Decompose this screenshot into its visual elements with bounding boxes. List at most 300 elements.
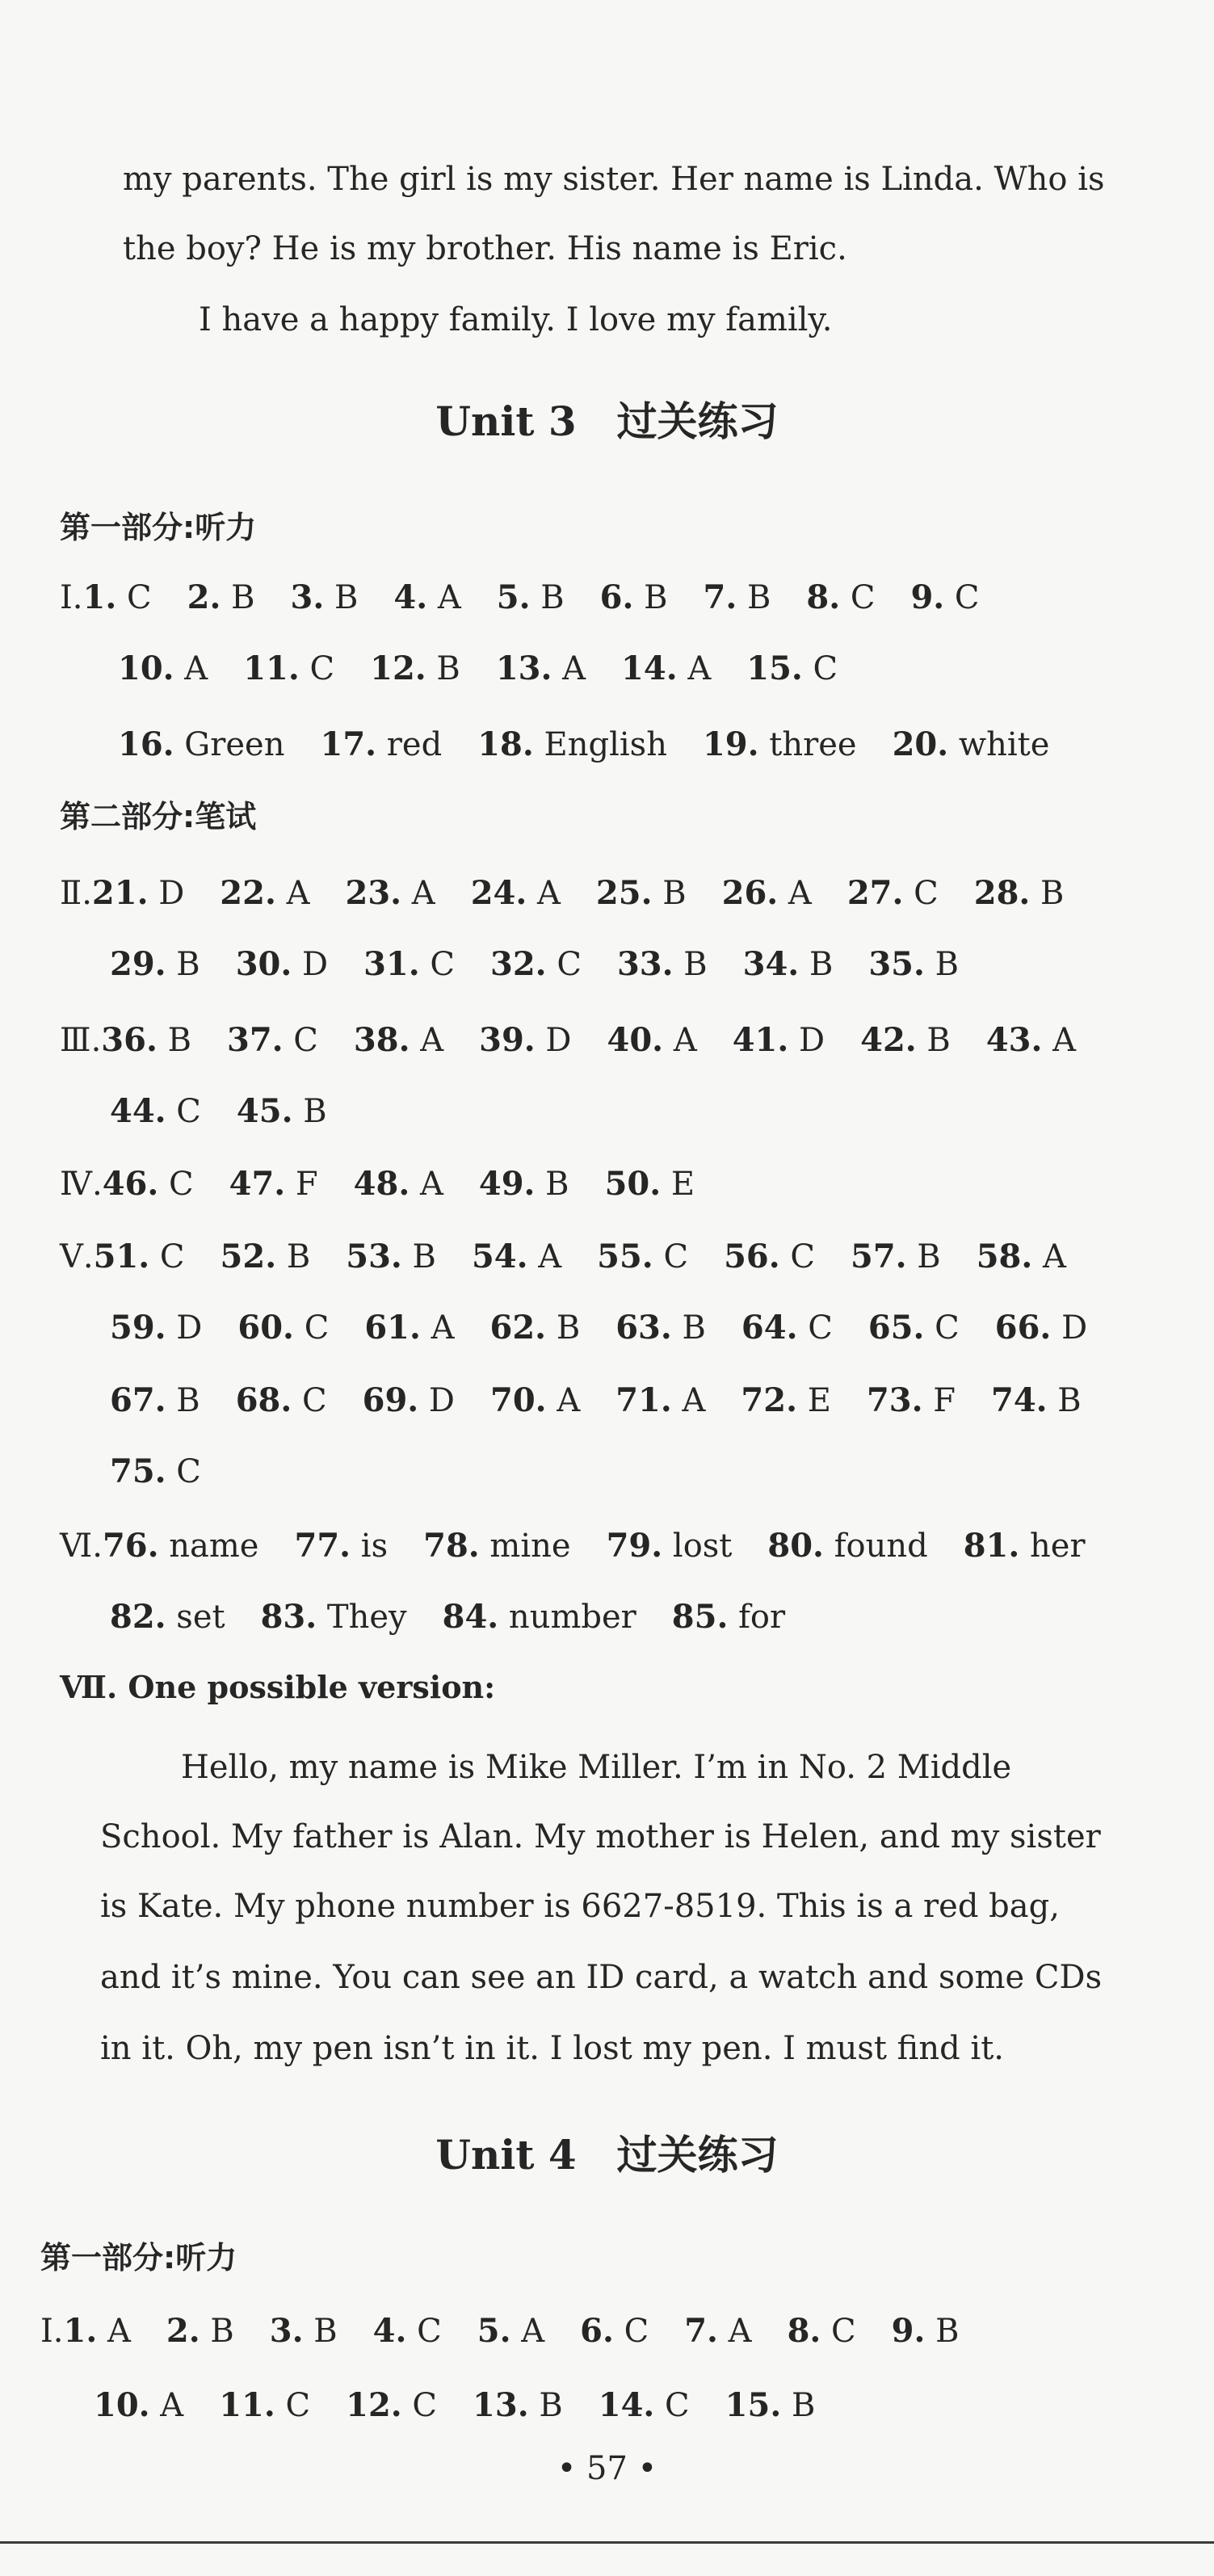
answer-value: E	[797, 1382, 831, 1419]
answer-item	[964, 1528, 1086, 1565]
answer-value: C	[924, 1309, 960, 1347]
answer-value: C	[299, 650, 335, 687]
answer-item	[364, 1309, 454, 1347]
question-number: 78.	[423, 1527, 480, 1565]
question-number: 48.	[353, 1165, 410, 1203]
answer-value: D	[292, 946, 329, 983]
answer-item	[110, 1453, 201, 1490]
answer-value: A	[1042, 1022, 1077, 1059]
question-number: 50.	[604, 1165, 662, 1203]
question-number: 32.	[490, 945, 547, 983]
question-number: 31.	[363, 945, 420, 983]
unit3-part2-label: 第二部分:笔试	[60, 799, 257, 834]
answer-item	[788, 2313, 856, 2350]
question-number: 4.	[372, 2312, 407, 2350]
question-number: 40.	[607, 1021, 664, 1059]
answer-item	[118, 726, 285, 763]
answer-item	[893, 726, 1050, 763]
answer-item	[229, 1166, 318, 1203]
answer-item	[600, 579, 668, 616]
answer-item	[743, 946, 834, 983]
answer-item	[725, 2387, 816, 2424]
question-number: 71.	[615, 1381, 672, 1419]
question-number: 8.	[806, 578, 841, 616]
page-number: • 57 •	[557, 2450, 657, 2487]
answer-item	[703, 579, 771, 616]
answer-item	[363, 946, 455, 983]
unit4-part1-label: 第一部分:听力	[40, 2240, 237, 2276]
answer-value: B	[157, 1022, 191, 1059]
answer-row	[60, 1236, 1102, 1278]
answer-value: D	[166, 1309, 203, 1347]
answer-row	[110, 1307, 1123, 1349]
answer-value: C	[821, 2313, 856, 2350]
question-number: 63.	[615, 1309, 672, 1347]
essay-line-5: in it. Oh, my pen isn’t in it. I lost my pen. I must find it.	[100, 2030, 1004, 2067]
answer-item	[472, 1238, 561, 1275]
answer-item	[373, 2313, 442, 2350]
answer-item	[321, 726, 443, 763]
question-number: 68.	[235, 1381, 292, 1419]
answer-item	[580, 2313, 649, 2350]
essay-line-4: and it’s mine. You can see an ID card, a watch and some CDs	[100, 1959, 1103, 1996]
question-number: 22.	[220, 874, 276, 912]
answer-item	[237, 1309, 329, 1347]
answer-value: A	[174, 650, 208, 687]
answer-item	[977, 1238, 1066, 1275]
question-number: 4.	[393, 578, 428, 616]
question-number: 28.	[973, 874, 1031, 912]
answer-value: D	[148, 875, 185, 912]
answer-value: F	[922, 1382, 956, 1419]
answer-item	[363, 1382, 455, 1419]
question-number: 64.	[741, 1309, 798, 1347]
answer-value: C	[292, 1382, 327, 1419]
question-number: 14.	[598, 2386, 655, 2424]
answer-value: They	[317, 1599, 407, 1636]
answer-item	[607, 1528, 733, 1565]
question-number: 1.	[63, 2312, 98, 2350]
answer-value: B	[426, 650, 460, 687]
question-number: 51.	[93, 1238, 150, 1275]
answer-item	[471, 875, 561, 912]
answer-row	[118, 724, 1085, 766]
answer-value: B	[673, 946, 708, 983]
answer-value: C	[419, 946, 456, 983]
answer-row	[60, 872, 1099, 914]
section-numeral: Ⅰ.	[40, 2313, 64, 2350]
answer-item	[851, 1238, 941, 1275]
question-number: 70.	[490, 1381, 547, 1419]
answer-value: Green	[174, 726, 285, 763]
answer-item	[490, 1382, 580, 1419]
answer-item	[974, 875, 1065, 912]
question-number: 24.	[470, 874, 527, 912]
answer-item	[767, 1528, 927, 1565]
answer-value: D	[418, 1382, 456, 1419]
answer-value: A	[663, 1022, 697, 1059]
answer-value: set	[166, 1599, 225, 1636]
answer-item	[237, 1093, 327, 1130]
answer-value: B	[906, 1238, 941, 1275]
answer-item	[294, 1528, 388, 1565]
answer-item	[597, 1238, 688, 1275]
essay-line-2: School. My father is Alan. My mother is Helen, and my sister	[100, 1818, 1101, 1855]
answer-value: C	[283, 1022, 318, 1059]
answer-value: A	[671, 1382, 706, 1419]
question-number: 10.	[94, 2386, 150, 2424]
question-number: 3.	[290, 578, 325, 616]
answer-row	[110, 1596, 821, 1638]
answer-value: A	[401, 875, 435, 912]
answer-item	[986, 1022, 1076, 1059]
question-number: 72.	[741, 1381, 798, 1419]
answer-item	[847, 875, 939, 912]
answer-value: B	[633, 579, 668, 616]
question-number: 73.	[866, 1381, 923, 1419]
answer-row	[60, 1525, 1121, 1567]
answer-value: B	[166, 946, 200, 983]
answer-value: her	[1019, 1528, 1086, 1565]
question-number: 58.	[976, 1238, 1033, 1275]
question-number: 44.	[110, 1092, 166, 1130]
question-number: 15.	[725, 2386, 782, 2424]
answer-item	[370, 650, 460, 687]
answer-value: A	[97, 2313, 131, 2350]
unit3-title: Unit 3 过关练习	[435, 397, 779, 445]
question-number: 79.	[606, 1527, 663, 1565]
answer-item	[103, 1528, 259, 1565]
answer-item	[220, 875, 309, 912]
answer-value: B	[781, 2387, 816, 2424]
answer-value: B	[530, 579, 565, 616]
question-number: 29.	[110, 945, 166, 983]
answer-item	[477, 726, 667, 763]
answer-value: E	[661, 1166, 695, 1203]
answer-item	[703, 726, 857, 763]
section-numeral: Ⅱ.	[60, 875, 92, 912]
answer-item	[236, 1382, 327, 1419]
answer-item	[892, 2313, 960, 2350]
answer-value: C	[116, 579, 152, 616]
answer-value: C	[797, 1309, 833, 1347]
answer-value: F	[285, 1166, 318, 1203]
answer-value: A	[527, 1238, 562, 1275]
continued-text-line-3: I have a happy family. I love my family.	[199, 301, 833, 338]
answer-value: A	[427, 579, 461, 616]
answer-item	[741, 1382, 831, 1419]
answer-value: lost	[662, 1528, 733, 1565]
answer-item	[733, 1022, 825, 1059]
answer-row	[118, 648, 873, 690]
question-number: 12.	[346, 2386, 402, 2424]
answer-item	[605, 1166, 695, 1203]
answer-item	[118, 650, 208, 687]
question-number: 65.	[867, 1309, 925, 1347]
answer-item	[354, 1166, 443, 1203]
question-number: 56.	[724, 1238, 780, 1275]
question-number: 21.	[91, 874, 149, 912]
answer-value: C	[653, 1238, 689, 1275]
question-number: 13.	[473, 2386, 529, 2424]
answer-value: A	[546, 1382, 581, 1419]
essay-line-1: Hello, my name is Mike Miller. I’m in No. 2 Middle	[181, 1749, 1012, 1786]
answer-item	[490, 1309, 581, 1347]
question-number: 1.	[82, 578, 117, 616]
question-number: 39.	[479, 1021, 536, 1059]
answer-row	[110, 1451, 237, 1493]
answer-value: B	[166, 1382, 200, 1419]
answer-value: B	[535, 1166, 569, 1203]
question-number: 7.	[684, 2312, 718, 2350]
question-number: 74.	[991, 1381, 1048, 1419]
answer-value: B	[276, 1238, 311, 1275]
answer-value: for	[728, 1599, 786, 1636]
question-number: 19.	[702, 725, 759, 763]
question-number: 47.	[229, 1165, 286, 1203]
answer-item	[490, 946, 582, 983]
answer-value: C	[401, 2387, 438, 2424]
answer-item	[672, 1599, 785, 1636]
question-number: 60.	[237, 1309, 294, 1347]
question-number: 36.	[101, 1021, 158, 1059]
question-number: 41.	[732, 1021, 789, 1059]
answer-item	[806, 579, 875, 616]
answer-value: C	[613, 2313, 649, 2350]
answer-value: B	[799, 946, 834, 983]
answer-item	[187, 579, 255, 616]
answer-value: B	[401, 1238, 436, 1275]
answer-value: B	[292, 1093, 327, 1130]
answer-item	[221, 1238, 311, 1275]
answer-item	[219, 2387, 310, 2424]
question-number: 46.	[102, 1165, 159, 1203]
answer-item	[596, 875, 687, 912]
answer-row	[60, 1163, 730, 1205]
question-number: 10.	[118, 649, 174, 687]
answer-value: B	[671, 1309, 706, 1347]
question-number: 15.	[746, 649, 803, 687]
answer-item	[868, 1309, 960, 1347]
answer-row	[60, 577, 1015, 619]
question-number: 69.	[362, 1381, 419, 1419]
section-numeral: Ⅳ.	[60, 1166, 103, 1203]
answer-item	[94, 1238, 185, 1275]
answer-item	[722, 875, 812, 912]
answer-item	[423, 1528, 570, 1565]
answer-row	[60, 1019, 1111, 1061]
answer-value: A	[778, 875, 812, 912]
answer-value: C	[293, 1309, 330, 1347]
answer-value: A	[527, 875, 561, 912]
question-number: 42.	[860, 1021, 917, 1059]
answer-value: C	[166, 1453, 201, 1490]
question-number: 59.	[110, 1309, 166, 1347]
answer-item	[617, 946, 708, 983]
answer-value: B	[925, 2313, 960, 2350]
question-number: 62.	[489, 1309, 547, 1347]
answer-value: B	[221, 579, 255, 616]
answer-value: name	[158, 1528, 259, 1565]
answer-value: red	[376, 726, 443, 763]
answer-item	[393, 579, 460, 616]
answer-item	[995, 1309, 1087, 1347]
question-number: 77.	[294, 1527, 351, 1565]
section-numeral: Ⅵ.	[60, 1528, 103, 1565]
question-number: 82.	[110, 1598, 166, 1636]
question-number: 61.	[364, 1309, 421, 1347]
answer-item	[346, 875, 435, 912]
question-number: 18.	[477, 725, 534, 763]
question-number: 52.	[220, 1238, 277, 1275]
question-number: 12.	[370, 649, 426, 687]
answer-item	[110, 946, 200, 983]
question-number: 38.	[353, 1021, 410, 1059]
question-number: 33.	[616, 945, 674, 983]
answer-value: B	[1047, 1382, 1082, 1419]
answer-value: B	[924, 946, 960, 983]
answer-value: C	[546, 946, 582, 983]
answer-value: D	[535, 1022, 572, 1059]
answer-item	[746, 650, 838, 687]
answer-value: D	[788, 1022, 825, 1059]
answer-item	[867, 1382, 956, 1419]
question-number: 30.	[235, 945, 292, 983]
answer-row	[110, 1380, 1117, 1422]
answer-value: D	[1051, 1309, 1088, 1347]
question-number: 67.	[110, 1381, 166, 1419]
continued-text-line-1: my parents. The girl is my sister. Her name is Linda. Who is	[123, 161, 1105, 198]
bottom-rule	[0, 2541, 1214, 2544]
answer-value: B	[737, 579, 771, 616]
answer-item	[103, 1166, 194, 1203]
answer-item	[166, 2313, 234, 2350]
question-number: 9.	[891, 2312, 926, 2350]
answer-item	[354, 1022, 443, 1059]
answer-item	[290, 579, 358, 616]
answer-value: is	[351, 1528, 389, 1565]
answer-item	[724, 1238, 815, 1275]
answer-value: A	[149, 2387, 184, 2424]
answer-item	[621, 650, 711, 687]
answer-value: A	[410, 1022, 444, 1059]
question-number: 34.	[742, 945, 800, 983]
answer-value: C	[903, 875, 939, 912]
question-number: 80.	[767, 1527, 824, 1565]
answer-value: A	[677, 650, 712, 687]
unit4-title: Unit 4 过关练习	[435, 2131, 779, 2179]
question-number: 23.	[345, 874, 402, 912]
question-number: 35.	[868, 945, 925, 983]
question-number: 75.	[110, 1452, 166, 1490]
answer-item	[64, 2313, 131, 2350]
answer-item	[227, 1022, 318, 1059]
question-number: 5.	[496, 578, 531, 616]
question-number: 49.	[478, 1165, 536, 1203]
answer-value: C	[158, 1166, 194, 1203]
question-number: 76.	[102, 1527, 159, 1565]
section-numeral: Ⅴ.	[60, 1238, 94, 1275]
question-number: 17.	[320, 725, 377, 763]
question-number: 6.	[580, 2312, 614, 2350]
question-number: 5.	[477, 2312, 511, 2350]
answer-item	[910, 579, 979, 616]
answer-value: C	[779, 1238, 815, 1275]
answer-row	[40, 2310, 995, 2352]
answer-item	[741, 1309, 833, 1347]
answer-item	[243, 650, 334, 687]
answer-item	[92, 875, 184, 912]
answer-value: B	[528, 2387, 563, 2424]
question-number: 43.	[985, 1021, 1043, 1059]
continued-text-line-2: the boy? He is my brother. His name is Eric.	[123, 230, 847, 267]
answer-value: C	[149, 1238, 185, 1275]
section-numeral: Ⅲ.	[60, 1022, 102, 1059]
answer-value: number	[498, 1599, 636, 1636]
answer-item	[83, 579, 152, 616]
answer-value: B	[916, 1022, 951, 1059]
answer-value: B	[303, 2313, 338, 2350]
question-number: 13.	[495, 649, 552, 687]
answer-value: C	[166, 1093, 201, 1130]
answer-value: C	[802, 650, 838, 687]
answer-item	[860, 1022, 951, 1059]
answer-item	[497, 579, 565, 616]
answer-value: A	[510, 2313, 545, 2350]
question-number: 11.	[219, 2386, 275, 2424]
question-number: 6.	[599, 578, 634, 616]
question-number: 11.	[243, 649, 300, 687]
answer-item	[110, 1382, 200, 1419]
question-number: 26.	[721, 874, 779, 912]
answer-item	[270, 2313, 338, 2350]
question-number: 54.	[471, 1238, 528, 1275]
question-number: 66.	[994, 1309, 1052, 1347]
answer-value: B	[652, 875, 687, 912]
answer-value: A	[410, 1166, 443, 1203]
answer-value: A	[1032, 1238, 1066, 1275]
answer-item	[110, 1309, 202, 1347]
answer-value: C	[840, 579, 876, 616]
answer-value: A	[717, 2313, 752, 2350]
answer-value: C	[406, 2313, 442, 2350]
answer-value: A	[275, 875, 310, 912]
answer-value: mine	[479, 1528, 571, 1565]
answer-row	[110, 943, 994, 985]
answer-item	[868, 946, 959, 983]
answer-value: white	[948, 726, 1050, 763]
question-number: 57.	[850, 1238, 907, 1275]
answer-item	[496, 650, 586, 687]
essay-line-3: is Kate. My phone number is 6627-8519. This is a red bag,	[100, 1888, 1060, 1925]
question-number: 8.	[787, 2312, 821, 2350]
answer-item	[110, 1599, 225, 1636]
question-number: 7.	[703, 578, 737, 616]
question-number: 3.	[269, 2312, 304, 2350]
question-number: 84.	[442, 1598, 499, 1636]
answer-item	[261, 1599, 407, 1636]
answer-value: found	[823, 1528, 928, 1565]
question-number: 2.	[187, 578, 221, 616]
answer-value: C	[944, 579, 980, 616]
question-number: 45.	[236, 1092, 293, 1130]
question-number: 85.	[671, 1598, 729, 1636]
answer-item	[477, 2313, 544, 2350]
question-number: 27.	[846, 874, 904, 912]
answer-item	[101, 1022, 191, 1059]
answer-value: B	[546, 1309, 581, 1347]
question-number: 2.	[166, 2312, 200, 2350]
